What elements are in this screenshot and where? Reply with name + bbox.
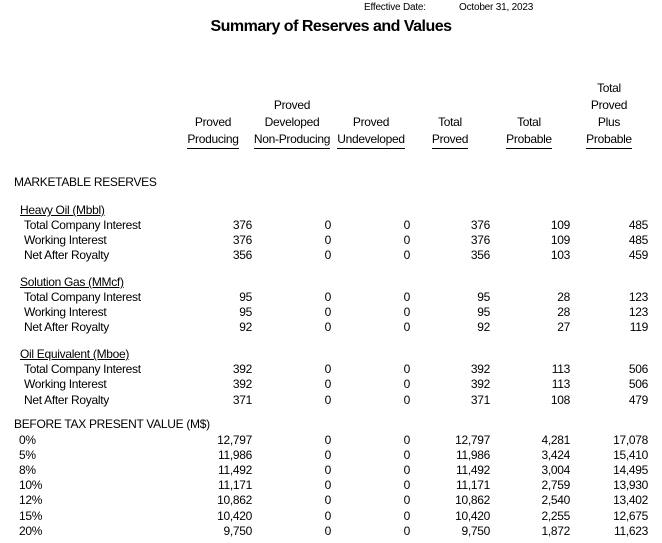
cell-total-proved-plus-probable: 459 [628,248,648,262]
column-header-line: Total [438,115,462,129]
cell-total-probable: 2,255 [541,509,570,523]
cell-proved-producing: 376 [232,233,252,247]
row-label: Net After Royalty [24,248,109,262]
cell-proved-developed-non-producing: 0 [324,233,331,247]
table-row [0,493,662,508]
table-row [0,478,662,493]
cell-total-probable: 4,281 [541,433,570,447]
cell-total-probable: 109 [550,233,570,247]
cell-total-proved-plus-probable: 17,078 [613,433,648,447]
cell-proved-undeveloped: 0 [403,320,410,334]
table-row [0,305,662,320]
cell-total-probable: 113 [551,362,570,376]
cell-proved-developed-non-producing: 0 [324,509,331,523]
cell-total-proved: 356 [470,248,490,262]
cell-total-proved: 95 [477,305,490,319]
cell-total-proved: 11,986 [455,448,490,462]
column-header-line: Proved [590,98,628,112]
table-row [0,448,662,463]
cell-total-proved: 392 [470,362,490,376]
cell-total-proved: 392 [470,377,490,391]
cell-total-probable: 27 [557,320,570,334]
cell-total-probable: 109 [550,218,570,232]
cell-total-probable: 103 [550,248,570,262]
cell-total-probable: 28 [557,305,570,319]
table-row [0,362,662,377]
cell-proved-producing: 371 [232,393,252,407]
cell-proved-developed-non-producing: 0 [324,493,331,507]
cell-total-proved: 11,492 [455,463,490,477]
cell-total-probable: 1,872 [541,524,570,538]
cell-total-proved: 11,171 [455,478,490,492]
group-title-oil-equivalent: Oil Equivalent (Mboe) [20,347,130,361]
cell-total-proved: 9,750 [461,524,490,538]
table-row [0,433,662,448]
cell-proved-producing: 95 [239,290,252,304]
cell-proved-developed-non-producing: 0 [324,377,331,391]
section-marketable-reserves: MARKETABLE RESERVES [14,175,157,189]
cell-total-probable: 2,759 [541,478,570,492]
cell-total-proved-plus-probable: 12,675 [613,509,648,523]
cell-proved-producing: 392 [232,377,252,391]
row-label: Working Interest [24,377,107,391]
column-header-line: Proved [352,115,390,129]
cell-proved-producing: 11,492 [217,463,252,477]
row-label: 15% [19,509,43,523]
column-header-line: Total [517,115,541,129]
cell-total-proved-plus-probable: 13,402 [613,493,648,507]
column-header-line: Probable [586,131,632,149]
group-title-heavy-oil: Heavy Oil (Mbbl) [20,203,105,217]
cell-proved-producing: 9,750 [223,524,252,538]
table-row [0,509,662,524]
cell-proved-developed-non-producing: 0 [324,290,331,304]
cell-proved-undeveloped: 0 [403,233,410,247]
cell-proved-undeveloped: 0 [403,509,410,523]
cell-proved-undeveloped: 0 [403,362,410,376]
cell-proved-producing: 95 [239,305,252,319]
row-label: 12% [19,493,43,507]
cell-total-probable: 108 [550,393,570,407]
cell-total-proved: 371 [470,393,490,407]
column-header-line: Proved [194,115,232,129]
cell-proved-undeveloped: 0 [403,478,410,492]
cell-proved-undeveloped: 0 [403,305,410,319]
table-row [0,463,662,478]
column-header-line: Plus [597,115,621,129]
row-label: Total Company Interest [24,218,141,232]
cell-proved-developed-non-producing: 0 [324,248,331,262]
cell-proved-developed-non-producing: 0 [324,448,331,462]
column-header-total-proved-plus-probable [561,80,657,149]
cell-total-probable: 2,540 [541,493,570,507]
column-header-line: Undeveloped [337,131,404,149]
cell-total-proved-plus-probable: 123 [628,305,648,319]
cell-total-proved-plus-probable: 479 [628,393,648,407]
cell-total-proved: 376 [470,218,490,232]
cell-total-probable: 3,004 [541,463,570,477]
cell-proved-producing: 10,420 [217,509,252,523]
cell-total-probable: 3,424 [541,448,570,462]
cell-proved-developed-non-producing: 0 [324,393,331,407]
row-label: Total Company Interest [24,362,141,376]
cell-total-proved-plus-probable: 123 [628,290,648,304]
row-label: 10% [19,478,43,492]
cell-total-proved-plus-probable: 11,623 [613,524,648,538]
column-header-line: Proved [432,131,468,149]
cell-total-proved: 10,862 [455,493,490,507]
cell-proved-developed-non-producing: 0 [324,478,331,492]
cell-total-proved-plus-probable: 485 [628,233,648,247]
column-header-line: Non-Producing [254,131,330,149]
row-label: Working Interest [24,305,107,319]
cell-proved-undeveloped: 0 [403,393,410,407]
cell-proved-producing: 11,986 [217,448,252,462]
cell-proved-producing: 356 [232,248,252,262]
cell-proved-developed-non-producing: 0 [324,362,331,376]
table-row [0,393,662,408]
cell-proved-producing: 11,171 [217,478,252,492]
section-before-tax-present-value: BEFORE TAX PRESENT VALUE (M$) [14,417,210,431]
cell-proved-producing: 376 [232,218,252,232]
cell-proved-developed-non-producing: 0 [324,524,331,538]
cell-total-probable: 113 [551,377,570,391]
row-label: Working Interest [24,233,107,247]
cell-proved-undeveloped: 0 [403,493,410,507]
row-label: Net After Royalty [24,393,109,407]
row-label: 20% [19,524,43,538]
cell-proved-developed-non-producing: 0 [324,218,331,232]
cell-total-proved: 376 [470,233,490,247]
cell-proved-undeveloped: 0 [403,433,410,447]
cell-total-probable: 28 [557,290,570,304]
cell-total-proved-plus-probable: 14,495 [613,463,648,477]
table-row [0,377,662,392]
table-row [0,248,662,263]
table-row [0,524,662,539]
cell-total-proved: 12,797 [455,433,490,447]
cell-proved-producing: 392 [232,362,252,376]
cell-proved-producing: 10,862 [217,493,252,507]
cell-total-proved-plus-probable: 485 [628,218,648,232]
table-row [0,218,662,233]
cell-proved-developed-non-producing: 0 [324,433,331,447]
row-label: 0% [19,433,36,447]
cell-total-proved-plus-probable: 13,930 [613,478,648,492]
cell-total-proved-plus-probable: 506 [628,362,648,376]
column-header-line: Proved [273,98,311,112]
cell-total-proved-plus-probable: 15,410 [613,448,648,462]
row-label: Total Company Interest [24,290,141,304]
effective-date-value: October 31, 2023 [459,2,534,13]
cell-proved-developed-non-producing: 0 [324,320,331,334]
cell-proved-undeveloped: 0 [403,377,410,391]
cell-proved-developed-non-producing: 0 [324,305,331,319]
column-header-line: Producing [187,131,238,149]
cell-proved-producing: 92 [239,320,252,334]
row-label: 8% [19,463,36,477]
effective-date-label: Effective Date: [364,2,426,13]
row-label: 5% [19,448,36,462]
group-title-solution-gas: Solution Gas (MMcf) [20,275,124,289]
cell-total-proved: 92 [477,320,490,334]
cell-total-proved: 10,420 [455,509,490,523]
cell-total-proved-plus-probable: 119 [629,320,648,334]
cell-total-proved: 95 [477,290,490,304]
cell-proved-undeveloped: 0 [403,463,410,477]
table-row [0,290,662,305]
cell-proved-undeveloped: 0 [403,524,410,538]
row-label: Net After Royalty [24,320,109,334]
page-title: Summary of Reserves and Values [210,18,452,35]
cell-proved-producing: 12,797 [217,433,252,447]
cell-proved-undeveloped: 0 [403,448,410,462]
table-row [0,233,662,248]
column-header-line: Probable [506,131,552,149]
column-header-line: Total [597,81,621,95]
cell-proved-undeveloped: 0 [403,290,410,304]
cell-total-proved-plus-probable: 506 [628,377,648,391]
cell-proved-developed-non-producing: 0 [324,463,331,477]
column-header-line: Developed [264,115,320,129]
table-row [0,320,662,335]
cell-proved-undeveloped: 0 [403,218,410,232]
cell-proved-undeveloped: 0 [403,248,410,262]
